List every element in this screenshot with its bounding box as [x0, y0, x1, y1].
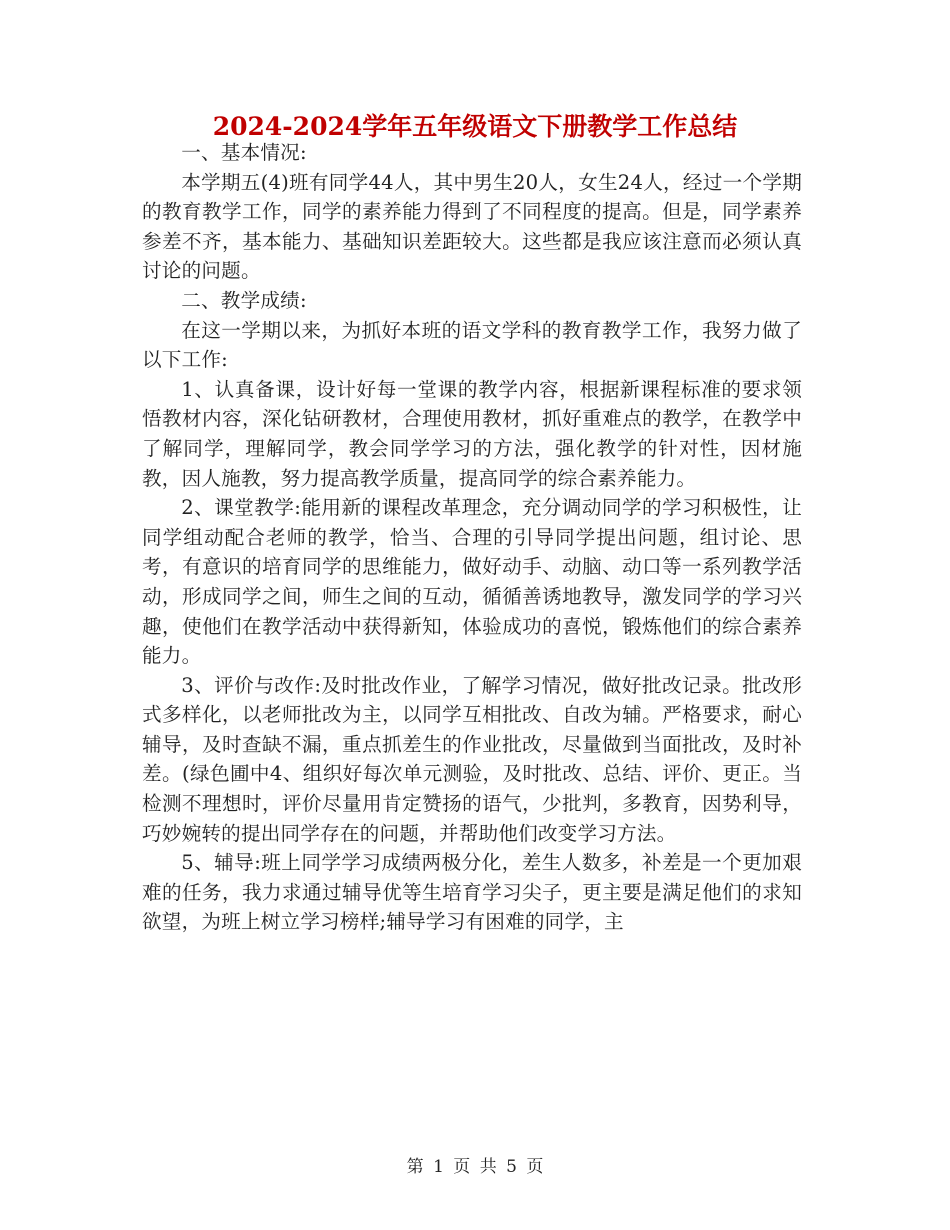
section-heading-achievements: 二、教学成绩: — [181, 288, 307, 312]
document-title: 2024-2024学年五年级语文下册教学工作总结 — [212, 112, 738, 141]
paragraph-item-5: 5、辅导:班上同学学习成绩两极分化，差生人数多，补差是一个更加艰难的任务，我力求通过辅导优等生培育学习尖子，更主要是满足他们的求知欲望，为班上树立学习榜样;辅导学习有困难的同学，主 — [142, 851, 802, 934]
section-heading-basic: 一、基本情况: — [181, 141, 307, 164]
paragraph-item-1: 1、认真备课，设计好每一堂课的教学内容，根据新课程标准的要求领悟教材内容，深化钻研教材，合理使用教材，抓好重难点的教学，在教学中了解同学，理解同学，教会同学学习的方法，强化教学的针对性，因材施教，因人施教，努力提高教学质量，提高同学的综合素养能力。 — [142, 377, 802, 490]
paragraph-item-2: 2、课堂教学:能用新的课程改革理念，充分调动同学的学习积极性，让同学组动配合老师的教学，恰当、合理的引导同学提出问题，组讨论、思考，有意识的培育同学的思维能力，做好动手、动脑、动口等一系列教学活动，形成同学之间，师生之间的互动，循循善诱地教导，激发同学的学习兴趣，使他们在教学活动中获得新知，体验成功的喜悦，锻炼他们的综合素养能力。 — [142, 496, 802, 668]
paragraph-class-overview: 本学期五(4)班有同学44人，其中男生20人，女生24人，经过一个学期的教育教学工作，同学的素养能力得到了不同程度的提高。但是，同学素养参差不齐，基本能力、基础知识差距较大。这些都是我应该注意而必须认真讨论的问题。 — [142, 170, 802, 283]
paragraph-intro-work: 在这一学期以来，为抓好本班的语文学科的教育教学工作，我努力做了以下工作: — [142, 318, 802, 372]
document-body — [142, 138, 802, 937]
page-footer: 第 1 页 共 5 页 — [406, 1157, 544, 1177]
paragraph-item-3: 3、评价与改作:及时批改作业，了解学习情况，做好批改记录。批改形式多样化，以老师批改为主，以同学互相批改、自改为辅。严格要求，耐心辅导，及时查缺不漏，重点抓差生的作业批改，尽量做到当面批改，及时补差。(绿色圃中4、组织好每次单元测验，及时批改、总结、评价、更正。当检测不理想时，评价尽量用肯定赞扬的语气，少批判，多教育，因势利导，巧妙婉转的提出同学存在的问题，并帮助他们改变学习方法。 — [142, 673, 802, 845]
